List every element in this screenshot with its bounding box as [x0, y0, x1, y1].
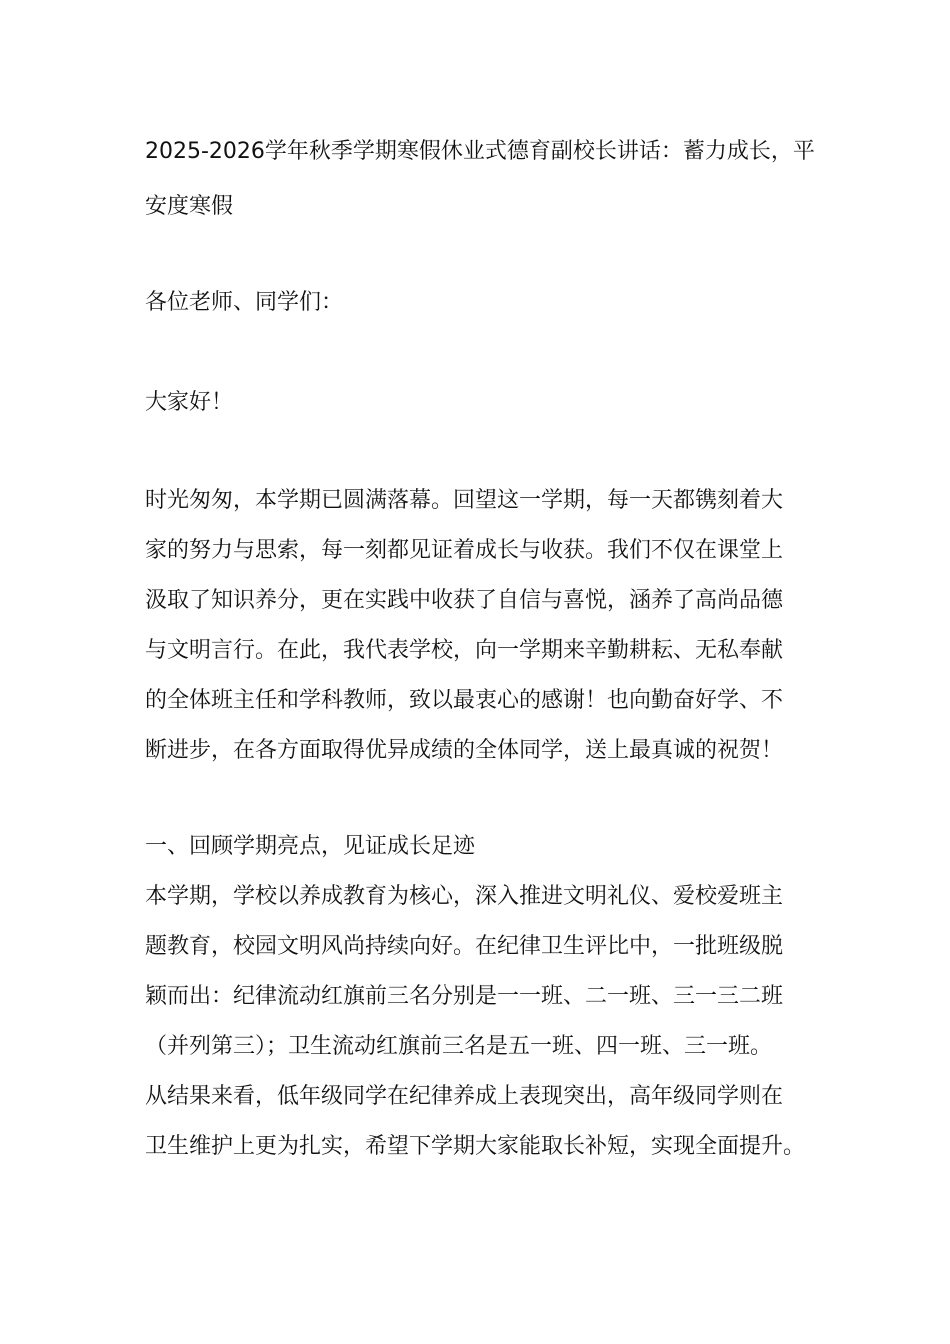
- paragraph-line: 家的努力与思索，每一刻都见证着成长与收获。我们不仅在课堂上: [145, 538, 784, 563]
- greeting: 大家好！: [145, 390, 234, 415]
- paragraph-line: 时光匆匆，本学期已圆满落幕。回望这一学期，每一天都镌刻着大: [145, 488, 784, 513]
- paragraph-line: 题教育，校园文明风尚持续向好。在纪律卫生评比中，一批班级脱: [145, 934, 784, 959]
- document-title: [145, 124, 815, 234]
- section-paragraph: [145, 872, 810, 1172]
- intro-paragraph: [145, 476, 810, 776]
- title-line: 安度寒假: [145, 194, 234, 219]
- paragraph-line: 颖而出：纪律流动红旗前三名分别是一一班、二一班、三一三二班: [145, 984, 784, 1009]
- paragraph-line: 本学期，学校以养成教育为核心，深入推进文明礼仪、爱校爱班主: [145, 884, 784, 909]
- paragraph-line: 的全体班主任和学科教师，致以最衷心的感谢！也向勤奋好学、不: [145, 688, 784, 713]
- paragraph-line: 卫生维护上更为扎实，希望下学期大家能取长补短，实现全面提升。: [145, 1134, 806, 1159]
- paragraph-line: 从结果来看，低年级同学在纪律养成上表现突出，高年级同学则在: [145, 1084, 784, 1109]
- section-heading: 一、回顾学期亮点，见证成长足迹: [145, 834, 476, 859]
- salutation: 各位老师、同学们：: [145, 290, 344, 315]
- paragraph-line: 断进步，在各方面取得优异成绩的全体同学，送上最真诚的祝贺！: [145, 738, 784, 763]
- title-line: 2025-2026学年秋季学期寒假休业式德育副校长讲话：蓄力成长，平: [145, 139, 815, 164]
- paragraph-line: 与文明言行。在此，我代表学校，向一学期来辛勤耕耘、无私奉献: [145, 638, 784, 663]
- paragraph-line: （并列第三）；卫生流动红旗前三名是五一班、四一班、三一班。: [145, 1034, 773, 1059]
- paragraph-line: 汲取了知识养分，更在实践中收获了自信与喜悦，涵养了高尚品德: [145, 588, 784, 613]
